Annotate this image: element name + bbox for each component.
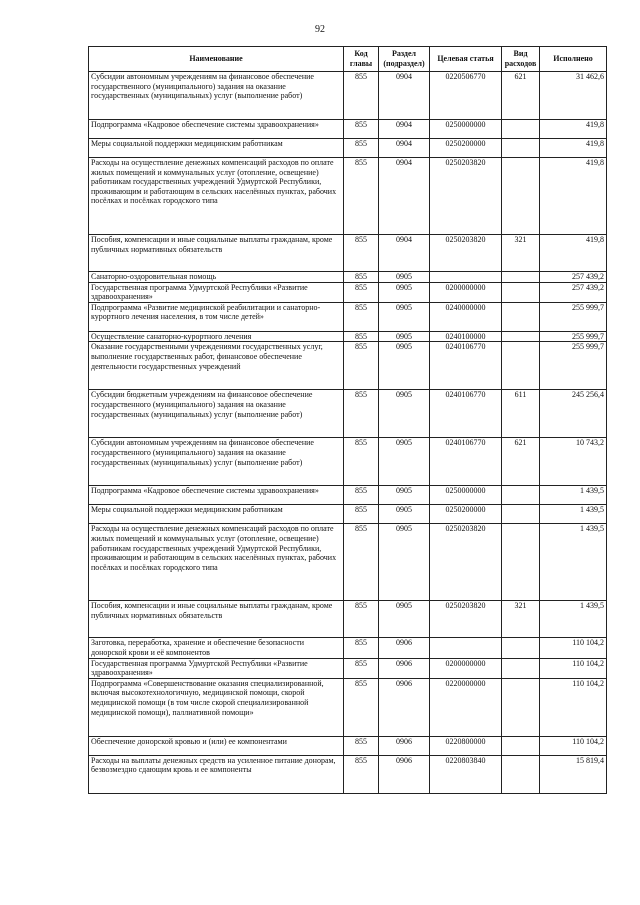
cell-target: 0250000000 <box>430 486 502 505</box>
cell-target: 0200000000 <box>430 658 502 678</box>
cell-type <box>502 158 540 235</box>
column-header-section: Раздел (подраздел) <box>379 47 430 72</box>
budget-table <box>88 46 607 794</box>
cell-name: Пособия, компенсации и иные социальные выплаты гражданам, кроме публичных нормативных обязательств <box>89 601 344 638</box>
table-row <box>89 272 607 283</box>
cell-amount: 255 999,7 <box>540 331 607 342</box>
cell-type <box>502 331 540 342</box>
cell-amount: 10 743,2 <box>540 438 607 486</box>
cell-target: 0240100000 <box>430 331 502 342</box>
cell-code: 855 <box>344 282 379 302</box>
cell-name: Подпрограмма «Кадровое обеспечение системы здравоохранения» <box>89 486 344 505</box>
cell-code: 855 <box>344 272 379 283</box>
cell-code: 855 <box>344 139 379 158</box>
cell-section: 0904 <box>379 158 430 235</box>
cell-section: 0906 <box>379 755 430 793</box>
cell-code: 855 <box>344 438 379 486</box>
cell-amount: 110 104,2 <box>540 638 607 658</box>
cell-target: 0240106770 <box>430 438 502 486</box>
cell-type <box>502 678 540 736</box>
cell-target: 0250000000 <box>430 120 502 139</box>
cell-name: Осуществление санаторно-курортного лечения <box>89 331 344 342</box>
cell-target: 0250203820 <box>430 158 502 235</box>
table-row <box>89 755 607 793</box>
cell-name: Подпрограмма «Совершенствование оказания специализированной, включая высокотехнологичную, медицинской помощи, скорой медицинской помощи (в том числе скорой специализированной медицинской помощи), паллиативной помощи» <box>89 678 344 736</box>
cell-target: 0240106770 <box>430 390 502 438</box>
table-row <box>89 235 607 272</box>
cell-section: 0906 <box>379 736 430 755</box>
cell-code: 855 <box>344 678 379 736</box>
cell-section: 0905 <box>379 302 430 331</box>
column-header-name: Наименование <box>89 47 344 72</box>
cell-type: 621 <box>502 438 540 486</box>
cell-name: Меры социальной поддержки медицинским работникам <box>89 505 344 524</box>
cell-target: 0240000000 <box>430 302 502 331</box>
cell-amount: 255 999,7 <box>540 302 607 331</box>
table-row <box>89 638 607 658</box>
cell-name: Расходы на осуществление денежных компенсаций расходов по оплате жилых помещений и коммунальных услуг (отопление, освещение) работникам государственных учреждений Удмуртской Республики, проживающим и работающим в сельских населённых пунктах, рабочих посёлках и посёлках городского типа <box>89 158 344 235</box>
cell-amount: 15 819,4 <box>540 755 607 793</box>
cell-name: Субсидии автономным учреждениям на финансовое обеспечение государственного (муниципального) задания на оказание государственных (муниципальных) услуг (выполнение работ) <box>89 72 344 120</box>
cell-type <box>502 302 540 331</box>
cell-type: 321 <box>502 601 540 638</box>
cell-code: 855 <box>344 638 379 658</box>
cell-name: Обеспечение донорской кровью и (или) ее компонентами <box>89 736 344 755</box>
cell-section: 0905 <box>379 524 430 601</box>
cell-type <box>502 120 540 139</box>
cell-name: Пособия, компенсации и иные социальные выплаты гражданам, кроме публичных нормативных обязательств <box>89 235 344 272</box>
cell-amount: 419,8 <box>540 158 607 235</box>
cell-type <box>502 342 540 390</box>
table-row <box>89 72 607 120</box>
cell-target: 0250200000 <box>430 139 502 158</box>
cell-amount: 257 439,2 <box>540 282 607 302</box>
cell-target: 0220000000 <box>430 678 502 736</box>
table-row <box>89 302 607 331</box>
cell-type <box>502 524 540 601</box>
cell-amount: 1 439,5 <box>540 524 607 601</box>
table-row <box>89 505 607 524</box>
cell-amount: 1 439,5 <box>540 505 607 524</box>
cell-target: 0220800000 <box>430 736 502 755</box>
cell-type <box>502 638 540 658</box>
cell-section: 0905 <box>379 438 430 486</box>
cell-amount: 110 104,2 <box>540 736 607 755</box>
cell-section: 0905 <box>379 601 430 638</box>
cell-section: 0904 <box>379 120 430 139</box>
cell-code: 855 <box>344 158 379 235</box>
cell-name: Субсидии бюджетным учреждениям на финансовое обеспечение государственного (муниципального) задания на оказание государственных (муниципальных) услуг (выполнение работ) <box>89 390 344 438</box>
cell-amount: 255 999,7 <box>540 342 607 390</box>
cell-section: 0905 <box>379 342 430 390</box>
cell-code: 855 <box>344 342 379 390</box>
table-row <box>89 658 607 678</box>
cell-name: Государственная программа Удмуртской Республики «Развитие здравоохранения» <box>89 282 344 302</box>
cell-type <box>502 658 540 678</box>
cell-target: 0250203820 <box>430 524 502 601</box>
table-row <box>89 438 607 486</box>
cell-code: 855 <box>344 524 379 601</box>
cell-target: 0220506770 <box>430 72 502 120</box>
cell-name: Государственная программа Удмуртской Республики «Развитие здравоохранения» <box>89 658 344 678</box>
cell-type: 321 <box>502 235 540 272</box>
cell-section: 0905 <box>379 331 430 342</box>
cell-type <box>502 272 540 283</box>
cell-name: Санаторно-оздоровительная помощь <box>89 272 344 283</box>
cell-code: 855 <box>344 235 379 272</box>
cell-amount: 1 439,5 <box>540 486 607 505</box>
cell-code: 855 <box>344 120 379 139</box>
table-row <box>89 158 607 235</box>
column-header-amount: Исполнено <box>540 47 607 72</box>
cell-target: 0220803840 <box>430 755 502 793</box>
cell-code: 855 <box>344 736 379 755</box>
cell-name: Меры социальной поддержки медицинским работникам <box>89 139 344 158</box>
cell-amount: 110 104,2 <box>540 678 607 736</box>
cell-amount: 245 256,4 <box>540 390 607 438</box>
cell-target: 0240106770 <box>430 342 502 390</box>
cell-section: 0905 <box>379 272 430 283</box>
cell-amount: 419,8 <box>540 139 607 158</box>
table-row <box>89 678 607 736</box>
cell-code: 855 <box>344 601 379 638</box>
table-row <box>89 390 607 438</box>
cell-type <box>502 505 540 524</box>
table-header-row <box>89 47 607 72</box>
cell-name: Оказание государственными учреждениями государственных услуг, выполнение государственных работ, финансовое обеспечение деятельности государственных учреждений <box>89 342 344 390</box>
cell-type <box>502 282 540 302</box>
cell-amount: 257 439,2 <box>540 272 607 283</box>
cell-section: 0906 <box>379 638 430 658</box>
cell-type <box>502 139 540 158</box>
cell-code: 855 <box>344 331 379 342</box>
cell-code: 855 <box>344 658 379 678</box>
cell-type <box>502 755 540 793</box>
cell-target <box>430 272 502 283</box>
cell-name: Субсидии автономным учреждениям на финансовое обеспечение государственного (муниципального) задания на оказание государственных (муниципальных) услуг (выполнение работ) <box>89 438 344 486</box>
cell-code: 855 <box>344 505 379 524</box>
cell-section: 0904 <box>379 235 430 272</box>
cell-target <box>430 638 502 658</box>
table-row <box>89 139 607 158</box>
cell-type <box>502 486 540 505</box>
cell-code: 855 <box>344 72 379 120</box>
cell-amount: 419,8 <box>540 120 607 139</box>
cell-name: Расходы на осуществление денежных компенсаций расходов по оплате жилых помещений и коммунальных услуг (отопление, освещение) работникам государственных учреждений Удмуртской Республики, проживающим и работающим в сельских населённых пунктах, рабочих посёлках и посёлках городского типа <box>89 524 344 601</box>
page-number: 92 <box>315 24 325 35</box>
column-header-type: Вид расходов <box>502 47 540 72</box>
cell-section: 0904 <box>379 72 430 120</box>
cell-name: Заготовка, переработка, хранение и обеспечение безопасности донорской крови и её компонентов <box>89 638 344 658</box>
cell-code: 855 <box>344 390 379 438</box>
cell-code: 855 <box>344 302 379 331</box>
cell-name: Расходы на выплаты денежных средств на усиленное питание донорам, безвозмездно сдающим кровь и ее компоненты <box>89 755 344 793</box>
cell-section: 0905 <box>379 282 430 302</box>
table-row <box>89 120 607 139</box>
table-row <box>89 524 607 601</box>
table-row <box>89 736 607 755</box>
cell-section: 0906 <box>379 678 430 736</box>
cell-code: 855 <box>344 486 379 505</box>
cell-target: 0250203820 <box>430 235 502 272</box>
cell-name: Подпрограмма «Кадровое обеспечение системы здравоохранения» <box>89 120 344 139</box>
cell-type: 611 <box>502 390 540 438</box>
cell-target: 0250200000 <box>430 505 502 524</box>
cell-target: 0250203820 <box>430 601 502 638</box>
cell-section: 0905 <box>379 505 430 524</box>
column-header-code: Код главы <box>344 47 379 72</box>
table-row <box>89 486 607 505</box>
cell-name: Подпрограмма «Развитие медицинской реабилитации и санаторно-курортного лечения населения, в том числе детей» <box>89 302 344 331</box>
cell-type <box>502 736 540 755</box>
cell-amount: 419,8 <box>540 235 607 272</box>
cell-amount: 110 104,2 <box>540 658 607 678</box>
cell-section: 0905 <box>379 486 430 505</box>
cell-amount: 31 462,6 <box>540 72 607 120</box>
cell-target: 0200000000 <box>430 282 502 302</box>
table-row <box>89 601 607 638</box>
cell-section: 0905 <box>379 390 430 438</box>
cell-amount: 1 439,5 <box>540 601 607 638</box>
table-row <box>89 282 607 302</box>
table-row <box>89 342 607 390</box>
cell-code: 855 <box>344 755 379 793</box>
column-header-target: Целевая статья <box>430 47 502 72</box>
table-row <box>89 331 607 342</box>
cell-type: 621 <box>502 72 540 120</box>
cell-section: 0904 <box>379 139 430 158</box>
cell-section: 0906 <box>379 658 430 678</box>
